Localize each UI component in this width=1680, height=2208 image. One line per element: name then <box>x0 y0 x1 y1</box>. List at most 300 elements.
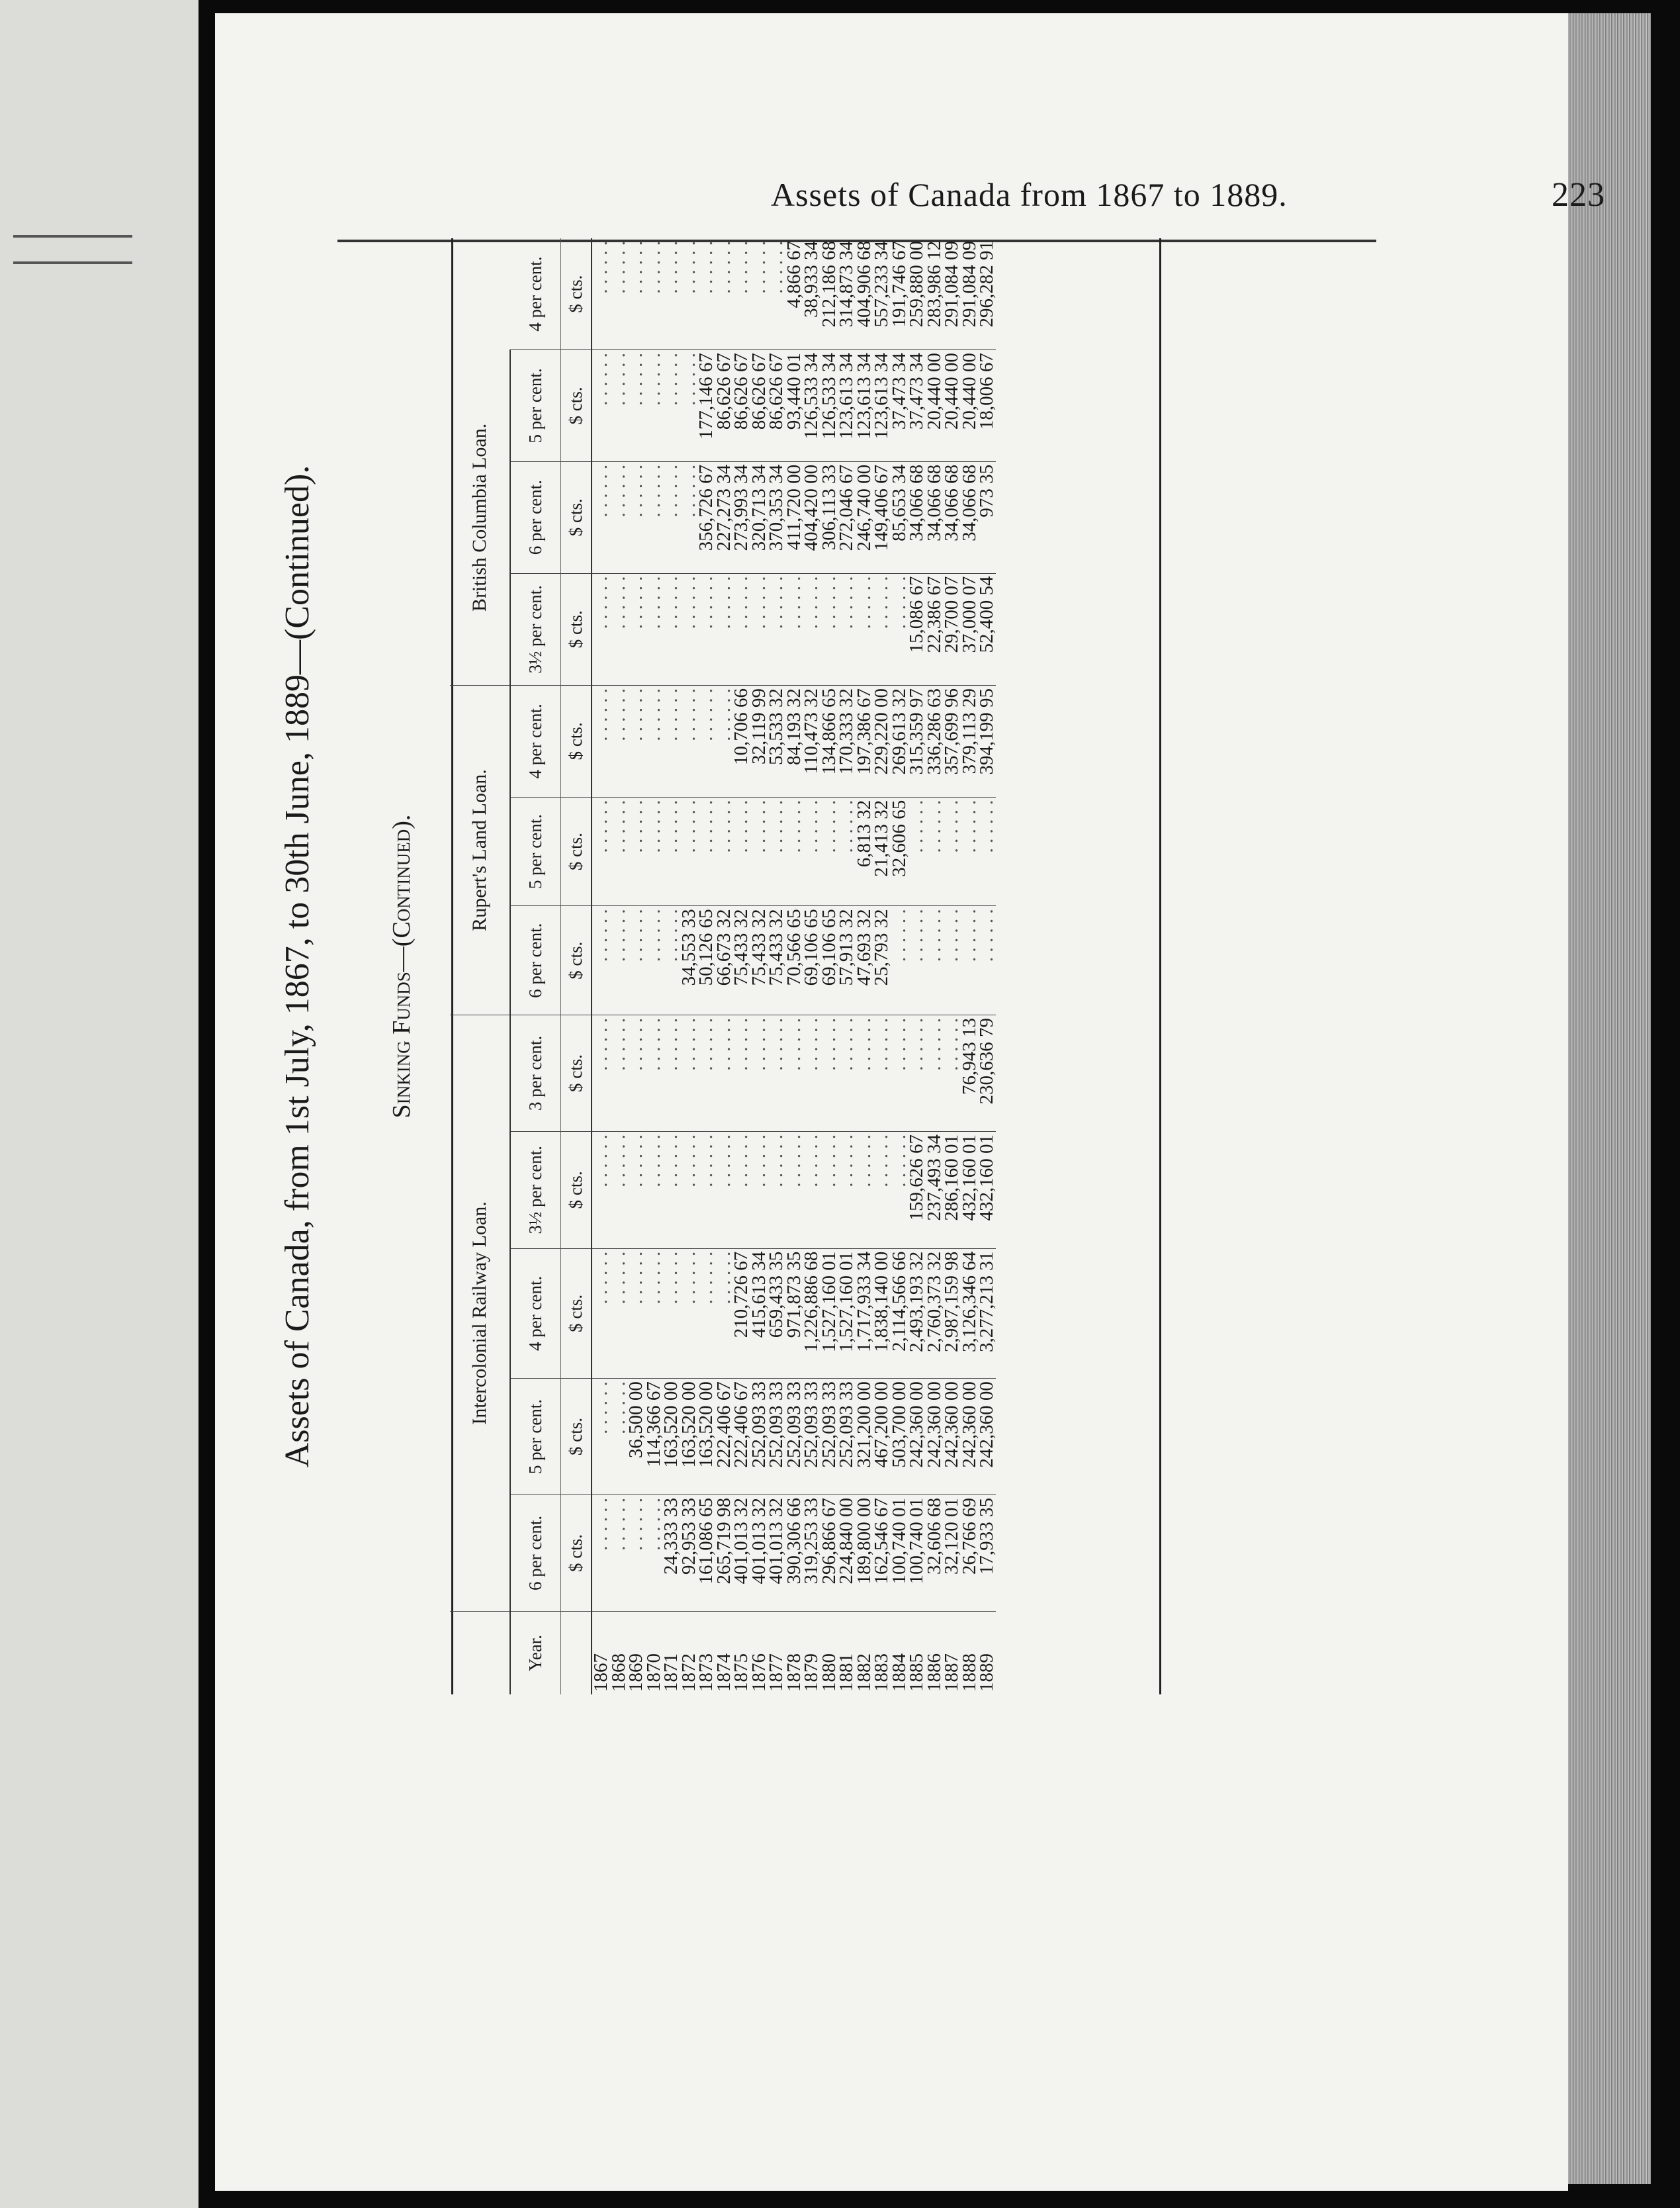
amount-cell: 110,473 32 <box>803 686 820 798</box>
amount-cell: 37,000 07 <box>961 573 979 686</box>
amount-cell: . . . . . . <box>662 906 680 1015</box>
amount-cell: 379,113 29 <box>961 686 979 798</box>
amount-cell: . . . . . . <box>943 906 961 1015</box>
amount-cell: . . . . . . <box>680 238 698 350</box>
year-cell: 1871 <box>660 1653 682 1692</box>
table-row <box>803 238 820 1694</box>
unit-header: $ cts. <box>561 238 592 350</box>
amount-cell: 32,606 65 <box>891 797 908 906</box>
unit-header: $ cts. <box>561 1495 592 1611</box>
amount-cell: 162,546 67 <box>873 1495 891 1611</box>
year-cell: 1889 <box>976 1653 997 1692</box>
amount-cell: . . . . . . <box>627 573 645 686</box>
amount-cell: . . . . . . <box>697 1015 715 1132</box>
amount-cell: . . . . . . <box>803 797 820 906</box>
group-header-blank <box>450 1611 510 1694</box>
year-cell: 1886 <box>923 1653 945 1692</box>
amount-cell: . . . . . . <box>592 1495 610 1611</box>
amount-cell: . . . . . . <box>680 573 698 686</box>
amount-cell: . . . . . . <box>627 1248 645 1378</box>
amount-cell: 432,160 01 <box>961 1131 979 1248</box>
table-row <box>838 238 856 1694</box>
amount-cell: 404,420 00 <box>803 461 820 573</box>
amount-cell: . . . . . . <box>662 1248 680 1378</box>
year-cell: 1875 <box>730 1653 752 1692</box>
amount-cell: . . . . . . <box>592 238 610 350</box>
amount-cell: 390,306 66 <box>785 1495 803 1611</box>
amount-cell: . . . . . . <box>592 1131 610 1248</box>
group-header: Intercolonial Railway Loan. <box>450 1015 510 1612</box>
table-row <box>610 238 628 1694</box>
amount-cell: . . . . . . <box>820 1131 838 1248</box>
amount-cell: 38,933 34 <box>803 238 820 350</box>
amount-cell: 75,433 32 <box>732 906 750 1015</box>
year-cell: 1887 <box>941 1653 962 1692</box>
amount-cell: 557,233 34 <box>873 238 891 350</box>
amount-cell: 86,626 67 <box>768 350 785 462</box>
amount-cell: 86,626 67 <box>715 350 733 462</box>
amount-cell: . . . . . . <box>750 797 768 906</box>
amount-cell: 973 35 <box>978 461 996 573</box>
amount-cell: 4,866 67 <box>785 238 803 350</box>
amount-cell: . . . . . . <box>803 1015 820 1132</box>
amount-cell: . . . . . . <box>715 797 733 906</box>
amount-cell: . . . . . . <box>592 1248 610 1378</box>
amount-cell: 114,366 67 <box>645 1379 663 1495</box>
amount-cell: . . . . . . <box>803 1131 820 1248</box>
unit-header: $ cts. <box>561 573 592 686</box>
group-header-row <box>450 238 510 1694</box>
amount-cell: 242,360 00 <box>908 1379 926 1495</box>
amount-cell: 126,533 34 <box>820 350 838 462</box>
amount-cell: 265,719 98 <box>715 1495 733 1611</box>
amount-cell: . . . . . . <box>820 573 838 686</box>
year-cell: 1869 <box>625 1653 646 1692</box>
amount-cell: 1,226,886 68 <box>803 1248 820 1378</box>
unit-header: $ cts. <box>561 1131 592 1248</box>
amount-cell: . . . . . . <box>592 686 610 798</box>
amount-cell: 57,913 32 <box>838 906 856 1015</box>
amount-cell: 259,880 00 <box>908 238 926 350</box>
sinking-funds-table-wrap <box>450 238 996 1694</box>
amount-cell: 212,186 68 <box>820 238 838 350</box>
amount-cell: 34,066 68 <box>961 461 979 573</box>
amount-cell: 76,943 13 <box>961 1015 979 1132</box>
year-cell: 1872 <box>678 1653 699 1692</box>
amount-cell: . . . . . . <box>768 1131 785 1248</box>
amount-cell: 210,726 67 <box>732 1248 750 1378</box>
column-header: 4 per cent. <box>510 238 561 350</box>
amount-cell: 1,527,160 01 <box>820 1248 838 1378</box>
amount-cell: . . . . . . <box>961 797 979 906</box>
amount-cell: . . . . . . <box>627 461 645 573</box>
amount-cell: . . . . . . <box>627 1015 645 1132</box>
amount-cell: 69,106 65 <box>820 906 838 1015</box>
amount-cell: 25,793 32 <box>873 906 891 1015</box>
amount-cell: 319,253 33 <box>803 1495 820 1611</box>
amount-cell: 411,720 00 <box>785 461 803 573</box>
amount-cell: 34,066 68 <box>926 461 944 573</box>
amount-cell: . . . . . . <box>732 1131 750 1248</box>
amount-cell: 37,473 34 <box>908 350 926 462</box>
amount-cell: . . . . . . <box>732 797 750 906</box>
unit-header: $ cts. <box>561 350 592 462</box>
amount-cell: . . . . . . <box>645 1131 663 1248</box>
amount-cell: . . . . . . <box>645 461 663 573</box>
amount-cell: 336,286 63 <box>926 686 944 798</box>
running-title: Assets of Canada from 1867 to 1889. <box>771 176 1288 213</box>
year-cell: 1868 <box>607 1653 629 1692</box>
left-page <box>0 0 199 2208</box>
year-cell: 1878 <box>783 1653 805 1692</box>
amount-cell: 177,146 67 <box>697 350 715 462</box>
amount-cell: . . . . . . <box>715 1015 733 1132</box>
amount-cell: 1,527,160 01 <box>838 1248 856 1378</box>
amount-cell: . . . . . . <box>732 1015 750 1132</box>
amount-cell: 37,473 34 <box>891 350 908 462</box>
amount-cell: . . . . . . <box>750 238 768 350</box>
table-row <box>926 238 944 1694</box>
amount-cell: . . . . . . <box>680 797 698 906</box>
amount-cell: . . . . . . <box>645 350 663 462</box>
amount-cell: 370,353 34 <box>768 461 785 573</box>
amount-cell: . . . . . . <box>662 238 680 350</box>
amount-cell: . . . . . . <box>873 573 891 686</box>
amount-cell: 252,093 33 <box>820 1379 838 1495</box>
amount-cell: . . . . . . <box>785 1131 803 1248</box>
column-header: 3½ per cent. <box>510 1131 561 1248</box>
amount-cell: . . . . . . <box>645 573 663 686</box>
amount-cell: 197,386 67 <box>856 686 873 798</box>
year-cell: 1884 <box>888 1653 910 1692</box>
amount-cell: . . . . . . <box>662 1015 680 1132</box>
amount-cell: 6,813 32 <box>856 797 873 906</box>
amount-cell: . . . . . . <box>662 686 680 798</box>
amount-cell: 10,706 66 <box>732 686 750 798</box>
amount-cell: 34,066 68 <box>943 461 961 573</box>
year-cell: 1873 <box>695 1653 717 1692</box>
amount-cell: 66,673 32 <box>715 906 733 1015</box>
amount-cell: . . . . . . <box>610 1015 628 1132</box>
amount-cell: . . . . . . <box>891 906 908 1015</box>
amount-cell: 503,700 00 <box>891 1379 908 1495</box>
amount-cell: . . . . . . <box>978 797 996 906</box>
amount-cell: . . . . . . <box>610 1248 628 1378</box>
amount-cell: 3,126,346 64 <box>961 1248 979 1378</box>
amount-cell: 18,006 67 <box>978 350 996 462</box>
amount-cell: . . . . . . <box>592 906 610 1015</box>
amount-cell: . . . . . . <box>978 906 996 1015</box>
amount-cell: 159,626 67 <box>908 1131 926 1248</box>
amount-cell: 252,093 33 <box>803 1379 820 1495</box>
amount-cell: 242,360 00 <box>978 1379 996 1495</box>
table-row <box>908 238 926 1694</box>
table-row <box>873 238 891 1694</box>
amount-cell: 17,933 35 <box>978 1495 996 1611</box>
amount-cell: . . . . . . <box>697 1248 715 1378</box>
amount-cell: 2,493,193 32 <box>908 1248 926 1378</box>
amount-cell: 401,013 32 <box>750 1495 768 1611</box>
amount-cell: . . . . . . <box>697 686 715 798</box>
year-cell: 1874 <box>713 1653 734 1692</box>
amount-cell: 252,093 33 <box>785 1379 803 1495</box>
amount-cell: . . . . . . <box>662 573 680 686</box>
amount-cell: 224,840 00 <box>838 1495 856 1611</box>
amount-cell: 20,440 00 <box>926 350 944 462</box>
amount-cell: 163,520 00 <box>680 1379 698 1495</box>
amount-cell: . . . . . . <box>838 1015 856 1132</box>
year-cell: 1877 <box>766 1653 787 1692</box>
amount-cell: 126,533 34 <box>803 350 820 462</box>
year-cell: 1883 <box>871 1653 892 1692</box>
amount-cell: 306,113 33 <box>820 461 838 573</box>
amount-cell: 230,636 79 <box>978 1015 996 1132</box>
amount-cell: . . . . . . <box>680 1131 698 1248</box>
unit-header: $ cts. <box>561 797 592 906</box>
amount-cell: 971,873 35 <box>785 1248 803 1378</box>
table-row <box>768 238 785 1694</box>
amount-cell: . . . . . . <box>610 573 628 686</box>
left-page-rule <box>13 235 132 238</box>
column-header: Year. <box>510 1611 561 1694</box>
table-row <box>697 238 715 1694</box>
unit-header: $ cts. <box>561 461 592 573</box>
amount-cell: . . . . . . <box>592 1015 610 1132</box>
amount-cell: 1,838,140 00 <box>873 1248 891 1378</box>
amount-cell: . . . . . . <box>645 238 663 350</box>
amount-cell: . . . . . . <box>785 1015 803 1132</box>
amount-cell: 20,440 00 <box>943 350 961 462</box>
amount-cell: . . . . . . <box>680 1015 698 1132</box>
amount-cell: 273,993 34 <box>732 461 750 573</box>
amount-cell: 32,119 99 <box>750 686 768 798</box>
amount-cell: . . . . . . <box>750 573 768 686</box>
amount-cell: . . . . . . <box>803 573 820 686</box>
amount-cell: 100,740 01 <box>891 1495 908 1611</box>
amount-cell: 315,359 97 <box>908 686 926 798</box>
amount-cell: 222,406 67 <box>732 1379 750 1495</box>
amount-cell: 1,717,933 34 <box>856 1248 873 1378</box>
amount-cell: . . . . . . <box>697 238 715 350</box>
table-row <box>662 238 680 1694</box>
year-cell: 1880 <box>818 1653 840 1692</box>
amount-cell: . . . . . . <box>943 1015 961 1132</box>
amount-cell: 3,277,213 31 <box>978 1248 996 1378</box>
amount-cell: . . . . . . <box>785 797 803 906</box>
amount-cell: 163,520 00 <box>697 1379 715 1495</box>
amount-cell: 22,386 67 <box>926 573 944 686</box>
amount-cell: 149,406 67 <box>873 461 891 573</box>
amount-cell: 286,160 01 <box>943 1131 961 1248</box>
amount-cell: 26,766 69 <box>961 1495 979 1611</box>
amount-cell: 252,093 33 <box>768 1379 785 1495</box>
amount-cell: 401,013 32 <box>732 1495 750 1611</box>
table-title: Assets of Canada, from 1st July, 1867, to 30th June, 1889—(Continued). <box>279 465 316 1468</box>
amount-cell: 75,433 32 <box>750 906 768 1015</box>
amount-cell: 314,873 34 <box>838 238 856 350</box>
amount-cell: . . . . . . <box>856 573 873 686</box>
amount-cell: . . . . . . <box>627 238 645 350</box>
unit-header: $ cts. <box>561 1379 592 1495</box>
amount-cell: . . . . . . <box>768 1015 785 1132</box>
amount-cell: . . . . . . <box>891 573 908 686</box>
unit-header: $ cts. <box>561 1015 592 1132</box>
table-row <box>961 238 979 1694</box>
amount-cell: . . . . . . <box>610 1495 628 1611</box>
amount-cell: 272,046 67 <box>838 461 856 573</box>
amount-cell: 29,700 07 <box>943 573 961 686</box>
amount-cell: . . . . . . <box>768 797 785 906</box>
amount-cell: . . . . . . <box>926 906 944 1015</box>
amount-cell: . . . . . . <box>732 573 750 686</box>
amount-cell: . . . . . . <box>768 573 785 686</box>
amount-cell: . . . . . . <box>785 573 803 686</box>
amount-cell: 32,120 01 <box>943 1495 961 1611</box>
amount-cell: 32,606 68 <box>926 1495 944 1611</box>
amount-cell: . . . . . . <box>715 573 733 686</box>
year-cell: 1867 <box>590 1653 611 1692</box>
amount-cell: 467,200 00 <box>873 1379 891 1495</box>
amount-cell: 170,333 32 <box>838 686 856 798</box>
amount-cell: . . . . . . <box>610 350 628 462</box>
table-subtitle: Sinking Funds—(Continued). <box>388 814 416 1119</box>
amount-cell: 123,613 34 <box>856 350 873 462</box>
amount-cell: 415,613 34 <box>750 1248 768 1378</box>
amount-cell: 394,199 95 <box>978 686 996 798</box>
amount-cell: . . . . . . <box>820 797 838 906</box>
amount-cell: . . . . . . <box>592 461 610 573</box>
amount-cell: . . . . . . <box>610 1379 628 1495</box>
amount-cell: . . . . . . <box>680 350 698 462</box>
amount-cell: . . . . . . <box>732 238 750 350</box>
amount-cell: . . . . . . <box>715 238 733 350</box>
column-header: 6 per cent. <box>510 1495 561 1611</box>
group-header: Rupert's Land Loan. <box>450 686 510 1015</box>
rotated-content <box>251 238 1244 1694</box>
unit-header <box>561 1611 592 1694</box>
table-row <box>978 238 996 1694</box>
amount-cell: . . . . . . <box>592 573 610 686</box>
amount-cell: 296,866 67 <box>820 1495 838 1611</box>
unit-header: $ cts. <box>561 1248 592 1378</box>
amount-cell: . . . . . . <box>961 906 979 1015</box>
amount-cell: 242,360 00 <box>926 1379 944 1495</box>
amount-cell: 237,493 34 <box>926 1131 944 1248</box>
amount-cell: . . . . . . <box>856 1015 873 1132</box>
amount-cell: . . . . . . <box>627 1131 645 1248</box>
amount-cell: . . . . . . <box>680 686 698 798</box>
amount-cell: 357,699 96 <box>943 686 961 798</box>
amount-cell: 356,726 67 <box>697 461 715 573</box>
amount-cell: . . . . . . <box>645 1015 663 1132</box>
amount-cell: . . . . . . <box>908 906 926 1015</box>
amount-cell: . . . . . . <box>838 573 856 686</box>
amount-cell: . . . . . . <box>750 1131 768 1248</box>
sinking-funds-table <box>450 238 996 1694</box>
amount-cell: 320,713 34 <box>750 461 768 573</box>
amount-cell: . . . . . . <box>856 1131 873 1248</box>
amount-cell: . . . . . . <box>627 1495 645 1611</box>
amount-cell: 189,800 00 <box>856 1495 873 1611</box>
amount-cell: 100,740 01 <box>908 1495 926 1611</box>
amount-cell: . . . . . . <box>592 350 610 462</box>
amount-cell: 2,987,159 98 <box>943 1248 961 1378</box>
amount-cell: . . . . . . <box>610 1131 628 1248</box>
amount-cell: . . . . . . <box>820 1015 838 1132</box>
left-page-rule <box>13 261 132 264</box>
column-header: 4 per cent. <box>510 686 561 798</box>
amount-cell: . . . . . . <box>627 906 645 1015</box>
amount-cell: . . . . . . <box>627 797 645 906</box>
amount-cell: . . . . . . <box>680 1248 698 1378</box>
year-cell: 1876 <box>748 1653 770 1692</box>
amount-cell: 227,273 34 <box>715 461 733 573</box>
amount-cell: . . . . . . <box>697 1131 715 1248</box>
amount-cell: 86,626 67 <box>750 350 768 462</box>
amount-cell: 92,953 33 <box>680 1495 698 1611</box>
amount-cell: 36,500 00 <box>627 1379 645 1495</box>
amount-cell: 291,084 09 <box>943 238 961 350</box>
amount-cell: . . . . . . <box>610 686 628 798</box>
group-header: British Columbia Loan. <box>450 350 510 686</box>
amount-cell: . . . . . . <box>645 686 663 798</box>
amount-cell: . . . . . . <box>715 686 733 798</box>
column-header: 3 per cent. <box>510 1015 561 1132</box>
amount-cell: . . . . . . <box>610 797 628 906</box>
column-header: 3½ per cent. <box>510 573 561 686</box>
amount-cell: . . . . . . <box>610 238 628 350</box>
amount-cell: 86,626 67 <box>732 350 750 462</box>
amount-cell: 161,086 65 <box>697 1495 715 1611</box>
amount-cell: 291,084 09 <box>961 238 979 350</box>
amount-cell: 50,126 65 <box>697 906 715 1015</box>
amount-cell: 21,413 32 <box>873 797 891 906</box>
column-header: 5 per cent. <box>510 1379 561 1495</box>
amount-cell: 85,653 34 <box>891 461 908 573</box>
column-header: 6 per cent. <box>510 906 561 1015</box>
column-header: 5 per cent. <box>510 350 561 462</box>
amount-cell: 163,520 00 <box>662 1379 680 1495</box>
amount-cell: 47,693 32 <box>856 906 873 1015</box>
amount-cell: 123,613 34 <box>873 350 891 462</box>
column-header: 4 per cent. <box>510 1248 561 1378</box>
amount-cell: 242,360 00 <box>961 1379 979 1495</box>
amount-cell: 53,533 32 <box>768 686 785 798</box>
amount-cell: 296,282 91 <box>978 238 996 350</box>
amount-cell: . . . . . . <box>943 797 961 906</box>
amount-cell: . . . . . . <box>645 1495 663 1611</box>
amount-cell: 659,433 35 <box>768 1248 785 1378</box>
page-number: 223 <box>1552 176 1605 214</box>
amount-cell: . . . . . . <box>645 906 663 1015</box>
amount-cell: . . . . . . <box>627 686 645 798</box>
amount-cell: . . . . . . <box>715 1248 733 1378</box>
amount-cell: . . . . . . <box>610 906 628 1015</box>
table-row <box>645 238 663 1694</box>
amount-cell: . . . . . . <box>645 1248 663 1378</box>
amount-cell: 123,613 34 <box>838 350 856 462</box>
year-cell: 1888 <box>958 1653 980 1692</box>
amount-cell: 246,740 00 <box>856 461 873 573</box>
amount-cell: 93,440 01 <box>785 350 803 462</box>
amount-cell: 404,906 68 <box>856 238 873 350</box>
amount-cell: 401,013 32 <box>768 1495 785 1611</box>
amount-cell: . . . . . . <box>662 797 680 906</box>
amount-cell: . . . . . . <box>838 797 856 906</box>
unit-header: $ cts. <box>561 906 592 1015</box>
amount-cell: 2,114,566 66 <box>891 1248 908 1378</box>
amount-cell: . . . . . . <box>926 1015 944 1132</box>
